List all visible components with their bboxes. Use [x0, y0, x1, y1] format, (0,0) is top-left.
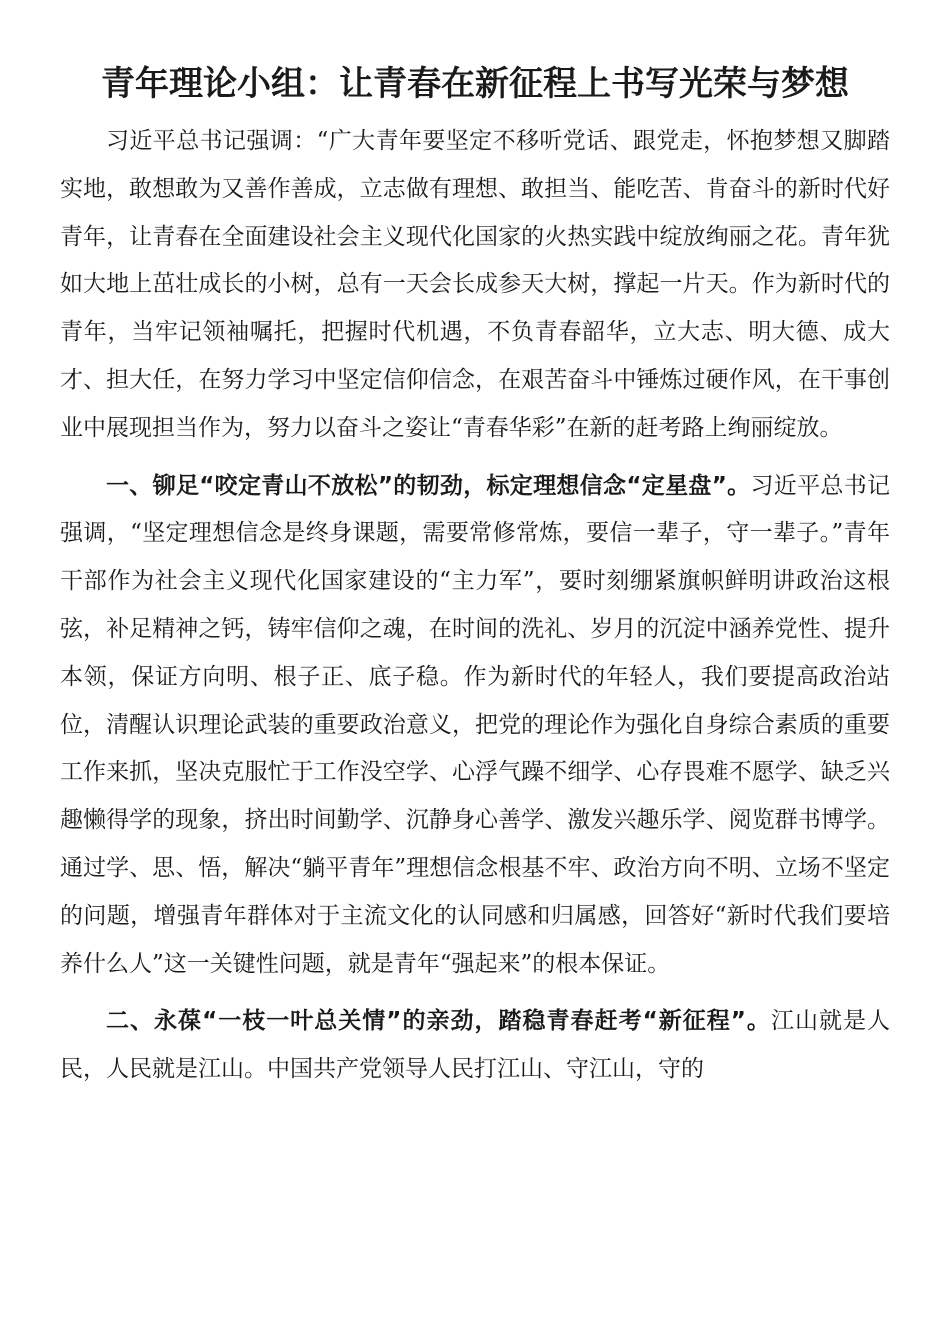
section-2-body: 江山就是人民，人民就是江山。中国共产党领导人民打江山、守江山，守的	[60, 1008, 891, 1083]
section-2-paragraph	[60, 998, 890, 1094]
intro-text: 习近平总书记强调：“广大青年要坚定不移听党话、跟党走，怀抱梦想又脚踏实地，敢想敢为又善作善成，立志做有理想、敢担当、能吃苦、肯奋斗的新时代好青年，让青春在全面建设社会主义现代化国家的火热实践中绽放绚丽之花。青年犹如大地上茁壮成长的小树，总有一天会长成参天大树，撑起一片天。作为新时代的青年，当牢记领袖嘱托，把握时代机遇，不负青春韶华，立大志、明大德、成大才、担大任，在努力学习中坚定信仰信念，在艰苦奋斗中锤炼过硬作风，在干事创业中展现担当作为，努力以奋斗之姿让“青春华彩”在新的赶考路上绚丽绽放。	[60, 128, 890, 441]
section-2-heading: 二、永葆“一枝一叶总关情”的亲劲，踏稳青春赶考“新征程”。	[106, 1008, 771, 1035]
section-1-body: 习近平总书记强调，“坚定理想信念是终身课题，需要常修常炼，要信一辈子，守一辈子。”青年干部作为社会主义现代化国家建设的“主力军”，要时刻绷紧旗帜鲜明讲政治这根弦，补足精神之钙，铸牢信仰之魂，在时间的洗礼、岁月的沉淀中涵养党性、提升本领，保证方向明、根子正、底子稳。作为新时代的年轻人，我们要提高政治站位，清醒认识理论武装的重要政治意义，把党的理论作为强化自身综合素质的重要工作来抓，坚决克服忙于工作没空学、心浮气躁不细学、心存畏难不愿学、缺乏兴趣懒得学的现象，挤出时间勤学、沉静身心善学、激发兴趣乐学、阅览群书博学。通过学、思、悟，解决“躺平青年”理想信念根基不牢、政治方向不明、立场不坚定的问题，增强青年群体对于主流文化的认同感和归属感，回答好“新时代我们要培养什么人”这一关键性问题，就是青年“强起来”的根本保证。	[60, 472, 891, 977]
section-1-paragraph	[60, 463, 890, 989]
section-1-heading: 一、铆足“咬定青山不放松”的韧劲，标定理想信念“定星盘”。	[106, 472, 751, 499]
intro-paragraph	[60, 118, 890, 453]
document-page	[60, 58, 890, 1104]
document-title: 青年理论小组：让青春在新征程上书写光荣与梦想	[101, 64, 849, 104]
